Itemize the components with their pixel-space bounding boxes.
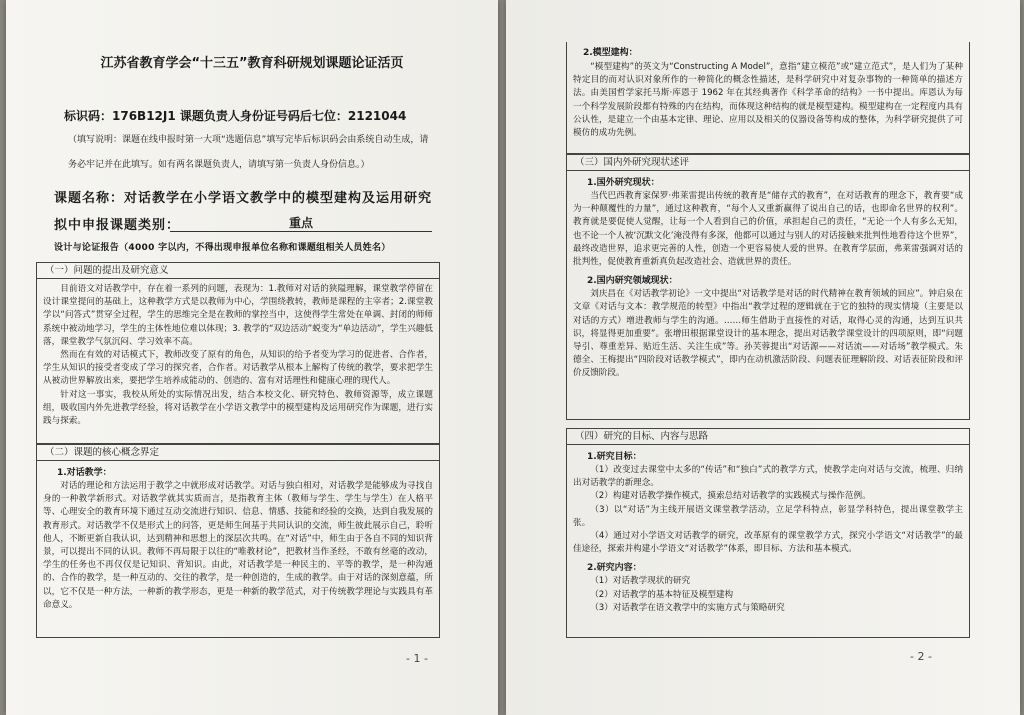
category-value: 重点	[170, 214, 432, 232]
section-2-heading: （二）课题的核心概念界定	[37, 445, 439, 461]
section-2-paragraph: 对话的理论和方法运用于教学之中就形成对话教学。对话与独白相对，对话教学是能够成为寻找自身的一种教学新形式。对话教学就其实质而言，是指教育主体（教师与学生、学生与学生）在人格平等、心理安全的教育环境下通过互动交流进行知识、信息、情感、技能和经验的交换，达到自我发展的教育形式。对话教学不仅是形式上的问答，更是师生间基于共同认识的交流，师生彼此展示自己，聆听他人，不断更新自我认识，达到精神和思想上的深层次共鸣。在“对话”中，师生由于各自不同的知识背景，可以提出不同的认识。教师不再局限于以往的“唯教材论”，把教材当作圣经，不敢有丝毫的改动，学生的任务也不再仅仅是记知识、背知识。由此，对话教学是一种民主的、平等的教学，是一种沟通的、合作的教学，是一种互动的、交往的教学，是一种创造的，生成的教学。由于对话的深刻意蕴，所以，它不仅是一种方法，一种新的教学形态，更是一种新的教学范式，对于传统教学理论与实践具有革命意义。	[43, 481, 433, 610]
section-1-paragraph-2: 然而在有效的对话模式下，教师改变了原有的角色，从知识的给予者变为学习的促进者、合作者，学生从知识的接受者变成了学习的探究者，合作者。对话教学从根本上解构了传统的教学，要求把学生从被动世界解放出来，要把学生培养成能动的、创造的、富有对话理性和健康心理的现代人。	[43, 350, 433, 387]
category-label: 拟中申报课题类别：	[54, 218, 181, 233]
section-3-paragraph-2: 刘庆昌在《对话教学初论》一文中提出“对话教学是对话的时代精神在教育领域的回应”。钟启泉在文章《对话与文本：教学规范的转型》中指出“教学过程的逻辑就在于它的独特的现实情境（主要是以对话的方式）增进教师与学生的沟通。……师生借助于直接性的对话，取得心灵的沟通，达到互识共识，将显得更加重要”。张增田根据课堂设计的基本理念，提出对话教学课堂设计的四项原则，即“问题导引、尊重差异、贴近生活、关注生成”等。孙芙蓉提出“对话源——对话流——对话场”教学模式。朱德全、王梅提出“四阶段对话教学模式”，即内在动机激活阶段、问题表征理解阶段、对话表征阶段和评价反馈阶段。	[573, 289, 963, 379]
goal-item: （1）改变过去课堂中太多的“传话”和“独白”式的教学方式，使教学走向对话与交流，梳理、归纳出对话教学的新理念。	[573, 465, 963, 489]
section-3-subheading-2: 2.国内研究领域现状：	[587, 276, 678, 287]
section-1-paragraph-1: 目前语文对话教学中，存在着一系列的问题，表现为：1.教师对对话的狭隘理解，课堂教学停留在设计课堂提问的基础上，这种教学方式是以教师为中心，学围绕教转，教师是课程的主宰者；2.课堂教学以“问答式”贯穿全过程，学生的思维完全是在教师的掌控当中，这使得学生常处在单调、封闭的师师系统中被动地学习，学生的主体性地位难以体现；3. 教学的“双边活动”蜕变为“单边活动”，学生兴趣低落，课堂教学气氛沉闷、学习效率不高。	[43, 284, 434, 347]
section-1-heading: （一）问题的提出及研究意义	[37, 263, 439, 279]
section-4-heading: （四）研究的目标、内容与思路	[567, 429, 969, 445]
page-title: 江苏省教育学会“十三五”教育科研规划课题论证活页	[100, 56, 404, 71]
section-1-box	[36, 262, 440, 444]
section-4-subheading-1: 1.研究目标：	[587, 452, 642, 462]
content-item: （1）对话教学现状的研究	[590, 576, 691, 587]
section-3-box	[566, 154, 970, 420]
subject-title: 课题名称：对话教学在小学语文教学中的模型建构及运用研究	[54, 191, 433, 206]
section-3-paragraph-1: 当代巴西教育家保罗·弗莱雷提出传统的教育是“储存式的教育”，在对话教育的理念下，教育要“成为一种颠覆性的力量”，通过这种教育，“每个人又重新赢得了说出自己的话，也即命名世界的权利”。教育就是要促使人觉醒，让每一个人看到自己的价值，承担起自己的责任，“无论一个人有多么无知，也不论一个人被‘沉默文化’淹没得有多深，他都可以通过与别人的对话接触来批判性地看待这个世界”，最终改造世界，追求更完善的人性，创造一个更容易使人爱的世界。在教育学层面，弗莱雷强调对话的批判性，促使教育重新真负起改造社会、造就世界的责任。	[573, 191, 963, 268]
fill-note-line-2: 务必牢记并在此填写。如有两名课题负责人，请填写第一负责人身份信息。）	[68, 160, 370, 170]
content-item: （2）对话教学的基本特征及模型建构	[590, 589, 734, 600]
page-number: - 2 -	[910, 650, 932, 663]
section-1-paragraph-3: 针对这一事实，我校从所处的实际情况出发，结合本校文化、研究特色、教师资源等，成立课题组，吸收国内外先进教学经验，将对话教学在小学语文教学中的模型建构及运用研究作为课题，进行实践与探索。	[43, 389, 433, 427]
document-page-1	[6, 0, 498, 715]
goal-item: （3）以“对话”为主线开展语文课堂教学活动，立足学科特点，彰显学科特色，提出课堂教学主张。	[573, 504, 963, 528]
model-heading: 2.模型建构：	[583, 48, 638, 58]
goal-item: （4）通过对小学语文对话教学的研究，改革原有的课堂教学方式，探究小学语文“对话教学”的最佳途径，探索并构建小学语文“对话教学”体系，即目标、方法和基本模式。	[573, 531, 963, 555]
model-construction-box	[566, 42, 970, 154]
model-paragraph: “模型建构”的英文为“Constructing A Model”，意指“建立模范”或“建立范式”，是人们为了某种特定目的而对认识对象所作的一种简化的概念性描述，是科学研究中对复杂事物的一种简单的描述方法。由美国哲学家托马斯·库恩于 1962 年在其经典著作《科学革命的结构》一书中提出。库恩认为每一个科学发展阶段都有特殊的内在结构，而体现这种结构的就是模型建构。模型建构在一定程度内具有公认性，是建立一个由基本定律、理论、应用以及相关的仪器设备等构成的整体，为科学研究提供了可模仿的成功先例。	[573, 62, 963, 139]
id-line: 标识码：176B12J1 课题负责人身份证号码后七位：2121044	[64, 109, 407, 123]
goal-item: （2）构建对话教学操作模式，摸索总结对话教学的实践模式与操作范例。	[590, 491, 871, 502]
section-2-box	[36, 444, 440, 638]
section-2-subheading: 1.对话教学：	[57, 468, 112, 478]
section-3-subheading-1: 1.国外研究现状：	[587, 178, 660, 188]
fill-note-line-1: （填写说明：课题在线申报时第一大项“选题信息”填写完毕后标识码会由系统自动生成，请	[68, 135, 429, 145]
content-item: （3）对话教学在语文教学中的实施方式与策略研究	[590, 602, 785, 613]
document-page-2	[506, 0, 1020, 715]
section-4-subheading-2: 2.研究内容：	[587, 563, 642, 574]
report-requirement: 设计与论证报告（4000 字以内，不得出现申报单位名称和课题组相关人员姓名）	[54, 243, 391, 253]
page-number: - 1 -	[406, 652, 428, 665]
section-4-box	[566, 428, 970, 638]
section-3-heading: （三）国内外研究现状述评	[567, 155, 969, 171]
